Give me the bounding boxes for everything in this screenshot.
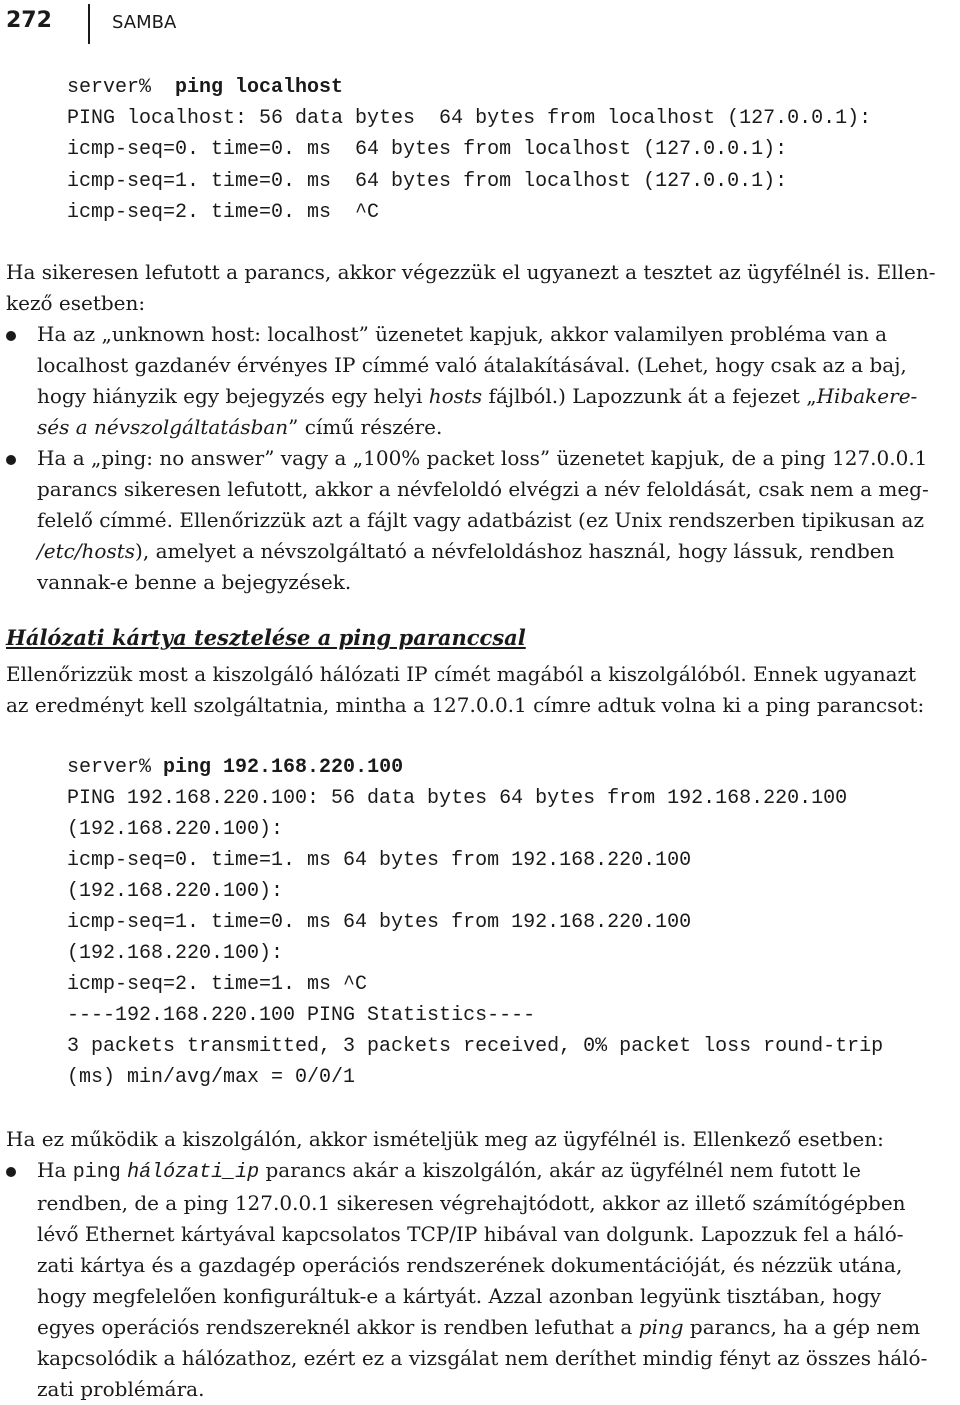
text-line: Ha ez működik a kiszolgálón, akkor ismételjük meg az ügyfélnél is. Ellenkező esetben: <box>6 1127 884 1151</box>
file-name: hosts <box>428 384 483 408</box>
code-line: ----192.168.220.100 PING Statistics---- <box>67 1004 536 1027</box>
code-block-ping-localhost <box>67 76 872 237</box>
code-line: icmp-seq=1. time=0. ms 64 bytes from localhost (127.0.0.1): <box>67 170 788 193</box>
file-path: /etc/hosts <box>37 539 136 563</box>
inline-code: ping <box>72 1161 121 1184</box>
shell-prompt: server% <box>67 76 152 99</box>
code-block-ping-ip <box>67 756 884 1089</box>
text-line: Ha sikeresen lefutott a parancs, akkor végezzük el ugyanezt a tesztet az ügyfélnél is. Ellen- <box>6 260 936 284</box>
code-line: PING localhost: 56 data bytes 64 bytes from localhost (127.0.0.1): <box>67 107 872 130</box>
section-heading: Hálózati kártya tesztelése a ping paranccsal <box>6 625 526 650</box>
text-line: kapcsolódik a hálózathoz, ezért ez a vizsgálat nem deríthet mindig fényt az összes háló- <box>37 1346 928 1370</box>
bullet-icon <box>6 1167 16 1177</box>
text-line: egyes operációs rendszereknél akkor is rendben lefuthat a ping parancs, ha a gép nem <box>37 1315 921 1339</box>
shell-command: ping 192.168.220.100 <box>163 756 404 779</box>
text-line: az eredményt kell szolgáltatnia, mintha a 127.0.0.1 címre adtuk volna ki a ping parancsot: <box>6 693 925 717</box>
text-line: parancs sikeresen lefutott, akkor a névfeloldó elvégzi a név feloldását, csak nem a meg- <box>37 477 929 501</box>
text-line: localhost gazdanév érvényes IP címmé való átalakításával. (Lehet, hogy csak az a baj, <box>37 353 907 377</box>
code-line: (ms) min/avg/max = 0/0/1 <box>67 1066 356 1089</box>
text-line: kező esetben: <box>6 291 146 315</box>
code-line: icmp-seq=0. time=1. ms 64 bytes from 192.168.220.100 <box>67 849 692 872</box>
text-line: Ha az „unknown host: localhost” üzenetet kapjuk, akkor valamilyen probléma van a <box>37 322 888 346</box>
inline-code-argument: hálózati_ip <box>127 1161 260 1184</box>
code-line: (192.168.220.100): <box>67 880 284 903</box>
code-line: (192.168.220.100): <box>67 942 284 965</box>
text-line: zati kártya és a gazdagép operációs rendszerének dokumentációját, és nézzük utána, <box>37 1253 903 1277</box>
text-line: hogy hiányzik egy bejegyzés egy helyi hosts fájlból.) Lapozzunk át a fejezet „Hibakere- <box>37 384 918 408</box>
section-title: SAMBA <box>112 12 177 33</box>
text-line: sés a névszolgáltatásban” című részére. <box>37 415 443 439</box>
text-line: zati problémára. <box>37 1377 205 1401</box>
shell-prompt: server% <box>67 756 152 779</box>
paragraph <box>6 257 952 319</box>
code-line: icmp-seq=1. time=0. ms 64 bytes from 192.168.220.100 <box>67 911 692 934</box>
text-line: Ha a „ping: no answer” vagy a „100% packet loss” üzenetet kapjuk, de a ping 127.0.0.1 <box>37 446 928 470</box>
text-line: lévő Ethernet kártyával kapcsolatos TCP/IP hibával van dolgunk. Lapozzuk fel a háló- <box>37 1222 904 1246</box>
page-number: 272 <box>6 8 52 33</box>
list-item <box>37 443 952 598</box>
code-line <box>67 76 343 99</box>
paragraph <box>6 659 952 721</box>
code-line: 3 packets transmitted, 3 packets received, 0% packet loss round-trip <box>67 1035 884 1058</box>
bullet-icon <box>6 331 16 341</box>
text-line: Ha ping hálózati_ip parancs akár a kiszolgálón, akár az ügyfélnél nem futott le <box>37 1158 861 1184</box>
text-line: felelő címmé. Ellenőrizzük azt a fájlt vagy adatbázist (ez Unix rendszerben tipikusan az <box>37 508 925 532</box>
text-line: hogy megfelelően konfiguráltuk-e a kártyát. Azzal azonban legyünk tisztában, hogy <box>37 1284 882 1308</box>
text-line: Ellenőrizzük most a kiszolgáló hálózati IP címét magából a kiszolgálóból. Ennek ugyanazt <box>6 662 917 686</box>
code-line: (192.168.220.100): <box>67 818 284 841</box>
list-item <box>37 319 952 443</box>
text-line: rendben, de a ping 127.0.0.1 sikeresen végrehajtódott, akkor az illető számítógépben <box>37 1191 906 1215</box>
header-divider <box>88 4 90 44</box>
code-line <box>67 756 403 779</box>
text-line: vannak-e benne a bejegyzések. <box>37 570 352 594</box>
chapter-reference: Hibakere- <box>816 384 918 408</box>
text-line: /etc/hosts), amelyet a névszolgáltató a névfeloldáshoz használ, hogy lássuk, rendben <box>37 539 895 563</box>
code-line: PING 192.168.220.100: 56 data bytes 64 bytes from 192.168.220.100 <box>67 787 848 810</box>
list-item <box>37 1155 952 1405</box>
code-line: icmp-seq=0. time=0. ms 64 bytes from localhost (127.0.0.1): <box>67 138 788 161</box>
paragraph <box>6 1124 952 1155</box>
command-name: ping <box>638 1315 684 1339</box>
shell-command: ping localhost <box>175 76 344 99</box>
code-line: icmp-seq=2. time=1. ms ^C <box>67 973 368 996</box>
code-line: icmp-seq=2. time=0. ms ^C <box>67 201 380 224</box>
chapter-reference: sés a névszolgáltatásban <box>37 415 289 439</box>
bullet-icon <box>6 455 16 465</box>
